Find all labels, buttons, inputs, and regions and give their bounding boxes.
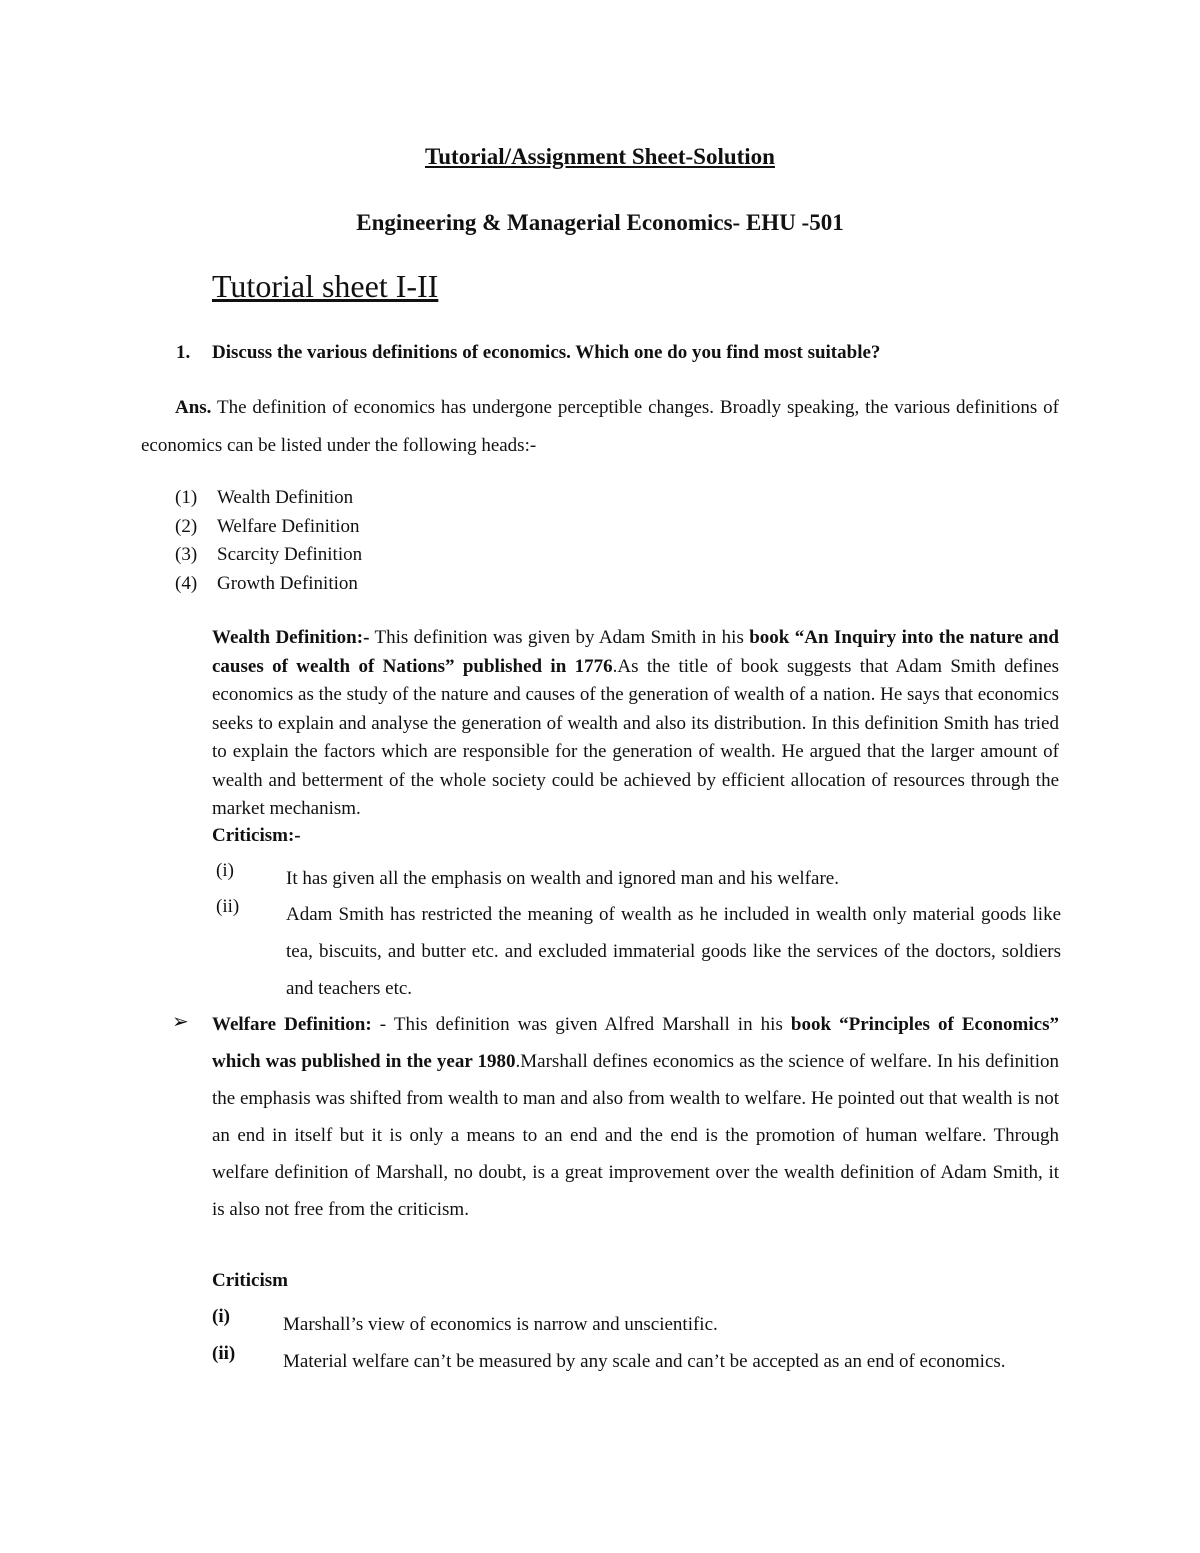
wealth-book-reference: book “An Inquiry into the nature and causes of wealth of Nations” published in 1776 — [212, 627, 1059, 677]
list-item: (3) Scarcity Definition — [175, 544, 363, 565]
question-number: 1. — [176, 342, 191, 363]
wealth-heading: Wealth Definition:- — [212, 627, 370, 648]
document-subtitle: Engineering & Managerial Economics- EHU -501 — [356, 210, 844, 235]
answer-intro-text: The definition of economics has undergone perceptible changes. Broadly speaking, the various definitions of economics can be listed under the following heads:- — [141, 397, 1059, 456]
welfare-definition-paragraph: Welfare Definition: - This definition was given Alfred Marshall in his book “Principles of Economics” which was published in the year 1980.Marshall defines economics as the science of welfare. In his definition the emphasis was shifted from wealth to man and also from wealth to welfare. He pointed out that wealth is not an end in itself but it is only a means to an end and the end is the promotion of human welfare. Through welfare definition of Marshall, no doubt, is a great improvement over the wealth definition of Adam Smith, it is also not free from the criticism. — [212, 1014, 1059, 1220]
welfare-heading: Welfare Definition: — [212, 1014, 372, 1035]
welfare-criticism-heading: Criticism — [212, 1270, 288, 1291]
wealth-criticism-heading: Criticism:- — [212, 825, 301, 846]
document-title: Tutorial/Assignment Sheet-Solution — [425, 144, 775, 169]
sheet-heading: Tutorial sheet I-II — [212, 268, 439, 304]
document-page: Tutorial/Assignment Sheet-Solution Engineering & Managerial Economics- EHU -501 Tutorial sheet I-II 1. Discuss the various definitions of economics. Which one do you find most suitable? Ans. The definition of economics has undergone perceptible changes. Broadly speaking, the various definitions of economics can be listed under the following heads:- (1) Wealth Definition (2) Welfare Definition (3) Scarcity Definition (4) Growth Definition Wealth Definition:- This definition was given by Adam Smith in his book “An Inquiry into the nature and causes of wealth of Nations” published in 1776.As the title of book suggests that Adam Smith defines economics as the study of the nature and causes of the generation of wealth of a nation. He says that economics seeks to explain and analyse the generation of wealth and also its distribution. In this definition Smith has tried to explain the factors which are responsible for the generation of wealth. He argued that the larger amount of wealth and betterment of the whole society could be achieved by efficient allocation of resources through the market mechanism. Criticism:- (i) It has given all the emphasis on wealth and ignored man and his welfare. (ii) Adam Smith has restricted the meaning of wealth as he included in wealth only material goods like tea, biscuits, and butter etc. and excluded immaterial goods like the services of the doctors, soldiers and teachers etc. ➢ Welfare Definition: - This definition was given Alfred Marshall in his book “Principles of Economics” which was published in the year 1980.Marshall defines economics as the science of welfare. In his definition the emphasis was shifted from wealth to man and also from wealth to welfare. He pointed out that wealth is not an end in itself but it is only a means to an end and the end is the promotion of human welfare. Through welfare definition of Marshall, no doubt, is a great improvement over the wealth definition of Adam Smith, it is also not free from the criticism. Criticism (i) Marshall’s view of economics is narrow and unscientific. (ii) Material welfare can’t be measured by any scale and can’t be accepted as an end of economics. — [0, 0, 1200, 1553]
definition-heads-list — [175, 484, 362, 598]
question-1 — [176, 342, 880, 364]
list-item: (4) Growth Definition — [175, 572, 358, 594]
list-item: (1) Wealth Definition — [175, 487, 354, 508]
answer-label: Ans. — [175, 397, 212, 418]
arrow-bullet-icon: ➢ — [172, 1011, 189, 1033]
answer-intro — [141, 389, 1059, 465]
question-text: Discuss the various definitions of economics. Which one do you find most suitable? — [212, 342, 881, 363]
list-item: (2) Welfare Definition — [175, 515, 360, 537]
wealth-definition-paragraph: Wealth Definition:- This definition was given by Adam Smith in his book “An Inquiry into the nature and causes of wealth of Nations” published in 1776.As the title of book suggests that Adam Smith defines economics as the study of the nature and causes of the generation of wealth of a nation. He says that economics seeks to explain and analyse the generation of wealth and also its distribution. In this definition Smith has tried to explain the factors which are responsible for the generation of wealth. He argued that the larger amount of wealth and betterment of the whole society could be achieved by efficient allocation of resources through the market mechanism. — [212, 627, 1059, 819]
welfare-book-reference: book “Principles of Economics” which was published in the year 1980 — [212, 1014, 1059, 1072]
